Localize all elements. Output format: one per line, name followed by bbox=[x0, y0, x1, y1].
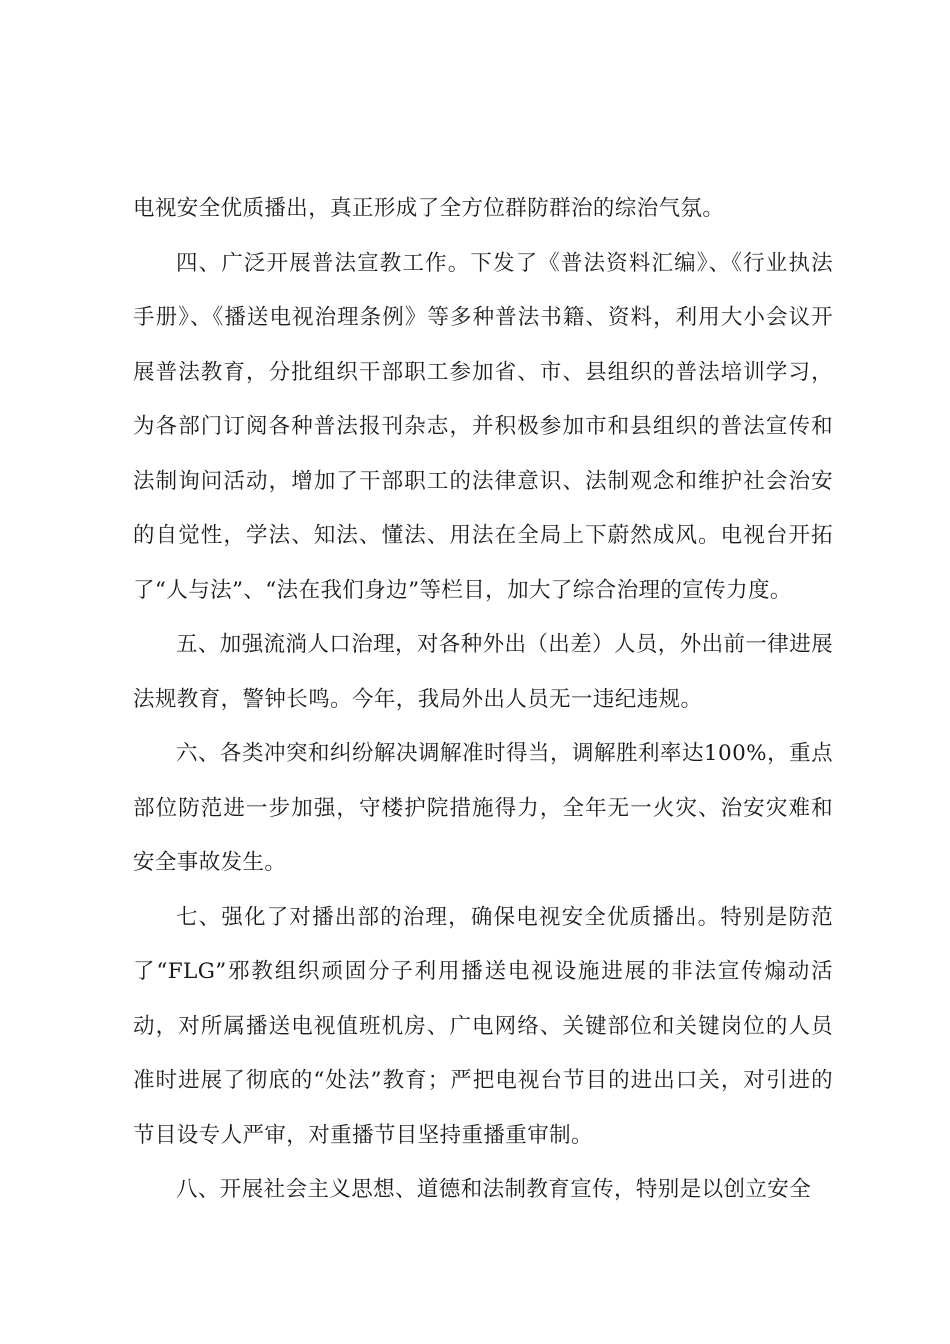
paragraph-item-4: 四、广泛开展普法宣教工作。下发了《普法资料汇编》、《行业执法手册》、《播送电视治理条例》等多种普法书籍、资料，利用大小会议开展普法教育，分批组织干部职工参加省、市、县组织的普法培训学习，为各部门订阅各种普法报刊杂志，并积极参加市和县组织的普法宣传和法制询问活动，增加了干部职工的法律意识、法制观念和维护社会治安的自觉性，学法、知法、懂法、用法在全局上下蔚然成风。电视台开拓了“人与法”、“法在我们身边”等栏目，加大了综合治理的宣传力度。 bbox=[133, 250, 833, 603]
paragraph-item-8: 八、开展社会主义思想、道德和法制教育宣传，特别是以创立安全 bbox=[176, 1177, 812, 1202]
paragraph-item-6: 六、各类冲突和纠纷解决调解准时得当，调解胜利率达100%，重点部位防范进一步加强，守楼护院措施得力，全年无一火灾、治安灾难和安全事故发生。 bbox=[133, 741, 833, 875]
paragraph-item-7: 七、强化了对播出部的治理，确保电视安全优质播出。特别是防范了“FLG”邪教组织顽固分子利用播送电视设施进展的非法宣传煽动活动，对所属播送电视值班机房、广电网络、关键部位和关键岗位的人员准时进展了彻底的“处法”教育；严把电视台节目的进出口关，对引进的节目设专人严审，对重播节目坚持重播重审制。 bbox=[133, 904, 833, 1148]
paragraph-continuation: 电视安全优质播出，真正形成了全方位群防群治的综治气氛。 bbox=[133, 196, 725, 221]
document-body bbox=[133, 182, 833, 1218]
paragraph-item-5: 五、加强流淌人口治理，对各种外出（出差）人员，外出前一律进展法规教育，警钟长鸣。今年，我局外出人员无一违纪违规。 bbox=[133, 632, 834, 712]
